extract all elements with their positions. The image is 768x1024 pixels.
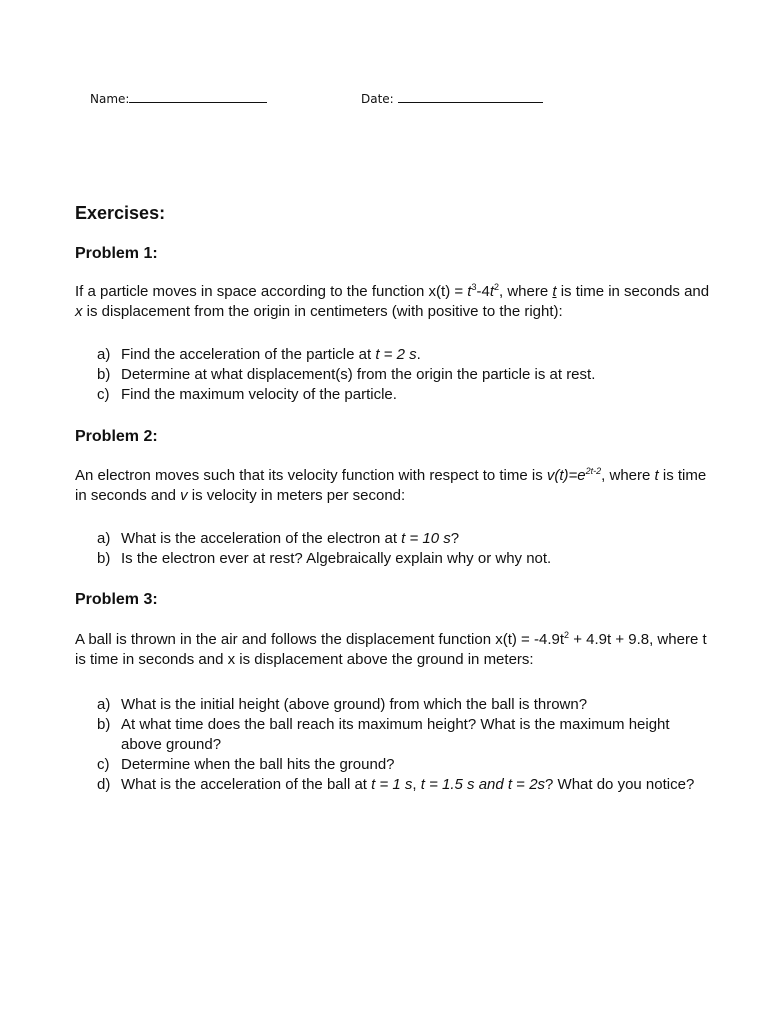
problem-1-statement: If a particle moves in space according to the function $x(t) = t^3-4t^2$, where t is time in seconds and x is displacement from the origin in centimeters (with positive to the right):	[75, 282, 710, 320]
problem-1-questions	[97, 345, 697, 405]
problem-3-statement: A ball is thrown in the air and follows the displacement function $x(t) = -4.9t^2 + 4.9t + 9.8$, where t is time in seconds and x is displacement above the ground in meters:	[75, 630, 707, 668]
list-item: b) At what time does the ball reach its maximum height? What is the maximum height above ground?	[97, 716, 670, 753]
problem-2-title: Problem 2:	[75, 428, 158, 445]
name-blank-line[interactable]	[129, 92, 267, 103]
problem-3-title: Problem 3:	[75, 591, 158, 608]
problem-1-title: Problem 1:	[75, 245, 158, 262]
list-item: a) Find the acceleration of the particle at t = 2 s.	[97, 346, 421, 363]
list-item: b) Determine at what displacement(s) from the origin the particle is at rest.	[97, 366, 596, 383]
problem-3-questions	[97, 695, 697, 795]
date-field[interactable]	[361, 92, 543, 106]
exercises-heading: Exercises:	[75, 203, 166, 223]
list-item: c) Find the maximum velocity of the particle.	[97, 386, 397, 403]
list-item: a) What is the initial height (above ground) from which the ball is thrown?	[97, 696, 588, 713]
problem-2-questions	[97, 529, 697, 569]
date-blank-line[interactable]	[398, 92, 543, 103]
name-field[interactable]	[90, 92, 267, 106]
problem-2-statement: An electron moves such that its velocity function with respect to time is $v(t)=e^{2t-2}$, where t is time in seconds and v is velocity in meters per second:	[75, 466, 707, 504]
name-label: Name:	[90, 92, 130, 106]
list-item: b) Is the electron ever at rest? Algebraically explain why or why not.	[97, 550, 552, 567]
list-item: d) What is the acceleration of the ball at t = 1 s, t = 1.5 s and t = 2s? What do you notice?	[97, 776, 695, 793]
list-item: a) What is the acceleration of the electron at t = 10 s?	[97, 530, 460, 547]
list-item: c) Determine when the ball hits the ground?	[97, 756, 395, 773]
date-label: Date:	[361, 92, 394, 106]
